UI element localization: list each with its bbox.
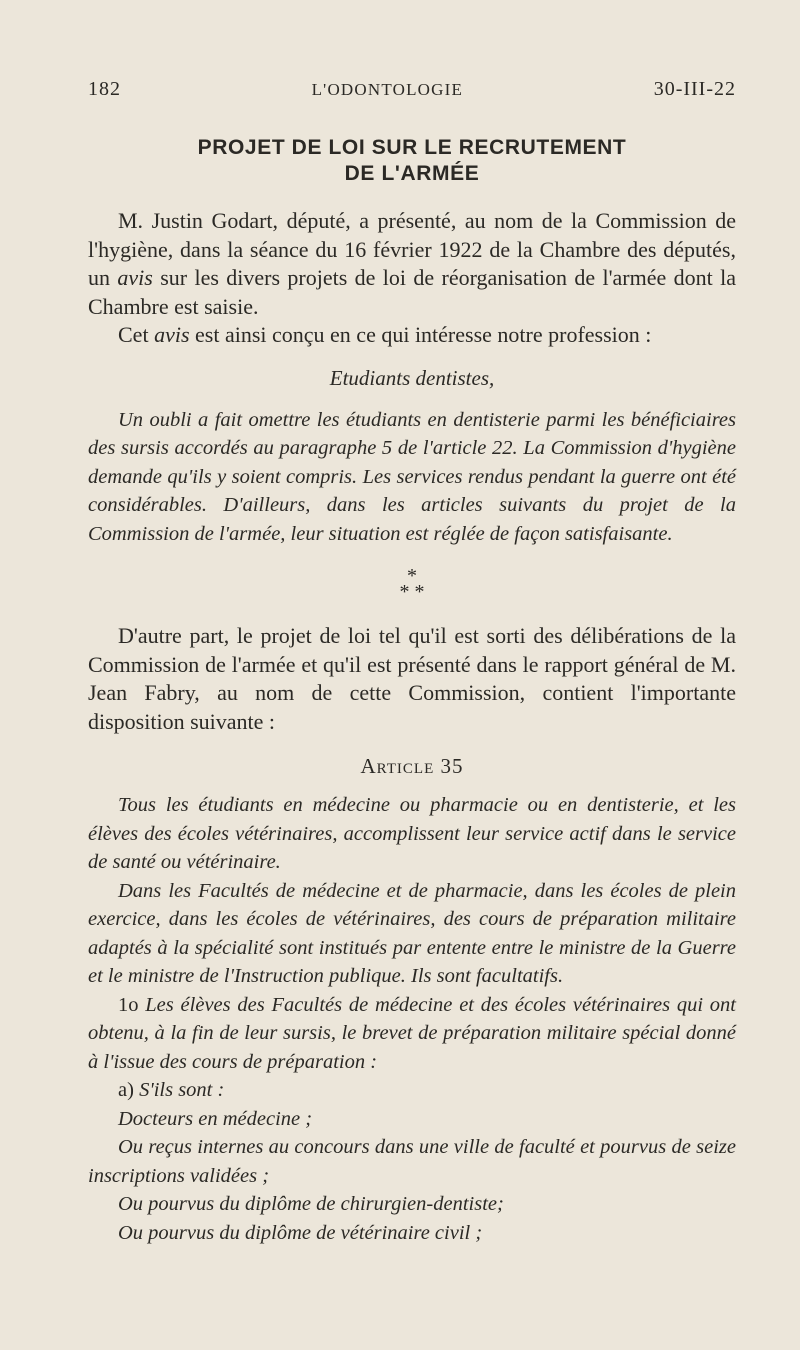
article-title [88,135,736,187]
avis-paragraph: Un oubli a fait omettre les étudiants en dentisterie parmi les bénéficiaires des sursis accordés au paragraphe 5 de l'article 22. La Commission d'hygiène demande qu'ils y soient compris. Les services rendus pendant la guerre ont été considérables. D'ailleurs, dans les articles suivants du projet de la Commission de l'armée, leur situation est réglée de façon satisfaisante. [88,408,736,545]
journal-title: L'ODONTOLOGIE [311,80,464,99]
paragraph-3-text: Les élèves des Facultés de médecine et des écoles vétérinaires qui ont obtenu, à la fin de leur sursis, le brevet de préparation militaire spécial donné à l'issue des cours de préparation : [88,993,736,1073]
intro-text: Cet [118,322,155,347]
intro-paragraph-2 [88,321,736,350]
article-paragraph-2: Dans les Facultés de médecine et de pharmacie, dans les écoles de plein exercice, dans les écoles de vétérinaires, des cours de préparation militaire adaptés à la spécialité sont institués par entente entre le ministre de la Guerre et le ministre de l'Instruction publique. Ils sont facultatifs. [88,879,736,987]
avis-word: avis [117,265,153,290]
intro-paragraph-1 [88,207,736,321]
asterism-separator: * * * [399,565,425,603]
article-paragraph-1: Tous les étudiants en médecine ou pharmacie ou en dentisterie, et les élèves des écoles vétérinaires, accomplissent leur service actif dans le service de santé ou vétérinaire. [88,794,736,873]
list-item: Ou pourvus du diplôme de chirurgien-dentiste; [118,1193,504,1215]
intro-text: M. Justin Godart, député, a présenté, au nom de la Commission de l'hygiène, dans la séance du 16 février 1922 de la Chambre des députés, un [88,208,736,290]
paragraph-number: 1o [118,993,139,1016]
list-intro [88,1076,736,1105]
list-item: Docteurs en médecine ; [118,1107,313,1130]
intro-text: est ainsi conçu en ce qui intéresse notre profession : [189,322,652,347]
article-heading: Article 35 [360,754,464,778]
article-paragraph-3 [88,991,736,1077]
section-title: Etudiants dentistes, [329,365,495,390]
list-label: a) [118,1079,134,1101]
list-label-text: S'ils sont : [133,1079,225,1101]
list-item: Ou reçus internes au concours dans une ville de faculté et pourvus de seize inscriptions validées ; [88,1136,736,1187]
running-header [88,78,736,101]
list-item: Ou pourvus du diplôme de vétérinaire civil ; [118,1221,483,1244]
page-content [88,78,736,1247]
avis-quote [88,406,736,549]
page-number: 182 [88,78,121,100]
issue-date: 30-III-22 [653,78,736,100]
title-line-1: PROJET DE LOI SUR LE RECRUTEMENT [197,136,627,159]
conditions-list [88,1076,736,1247]
second-part-paragraph: D'autre part, le projet de loi tel qu'il est sorti des délibérations de la Commission de l'armée et qu'il est présenté dans le rapport général de M. Jean Fabry, au nom de cette Commission, contient l'importante disposition suivante : [88,623,736,734]
intro-text: sur les divers projets de loi de réorganisation de l'armée dont la Chambre est saisie. [88,265,737,319]
article-body [88,791,736,1076]
title-line-2: DE L'ARMÉE [344,162,480,185]
avis-word: avis [154,322,190,347]
